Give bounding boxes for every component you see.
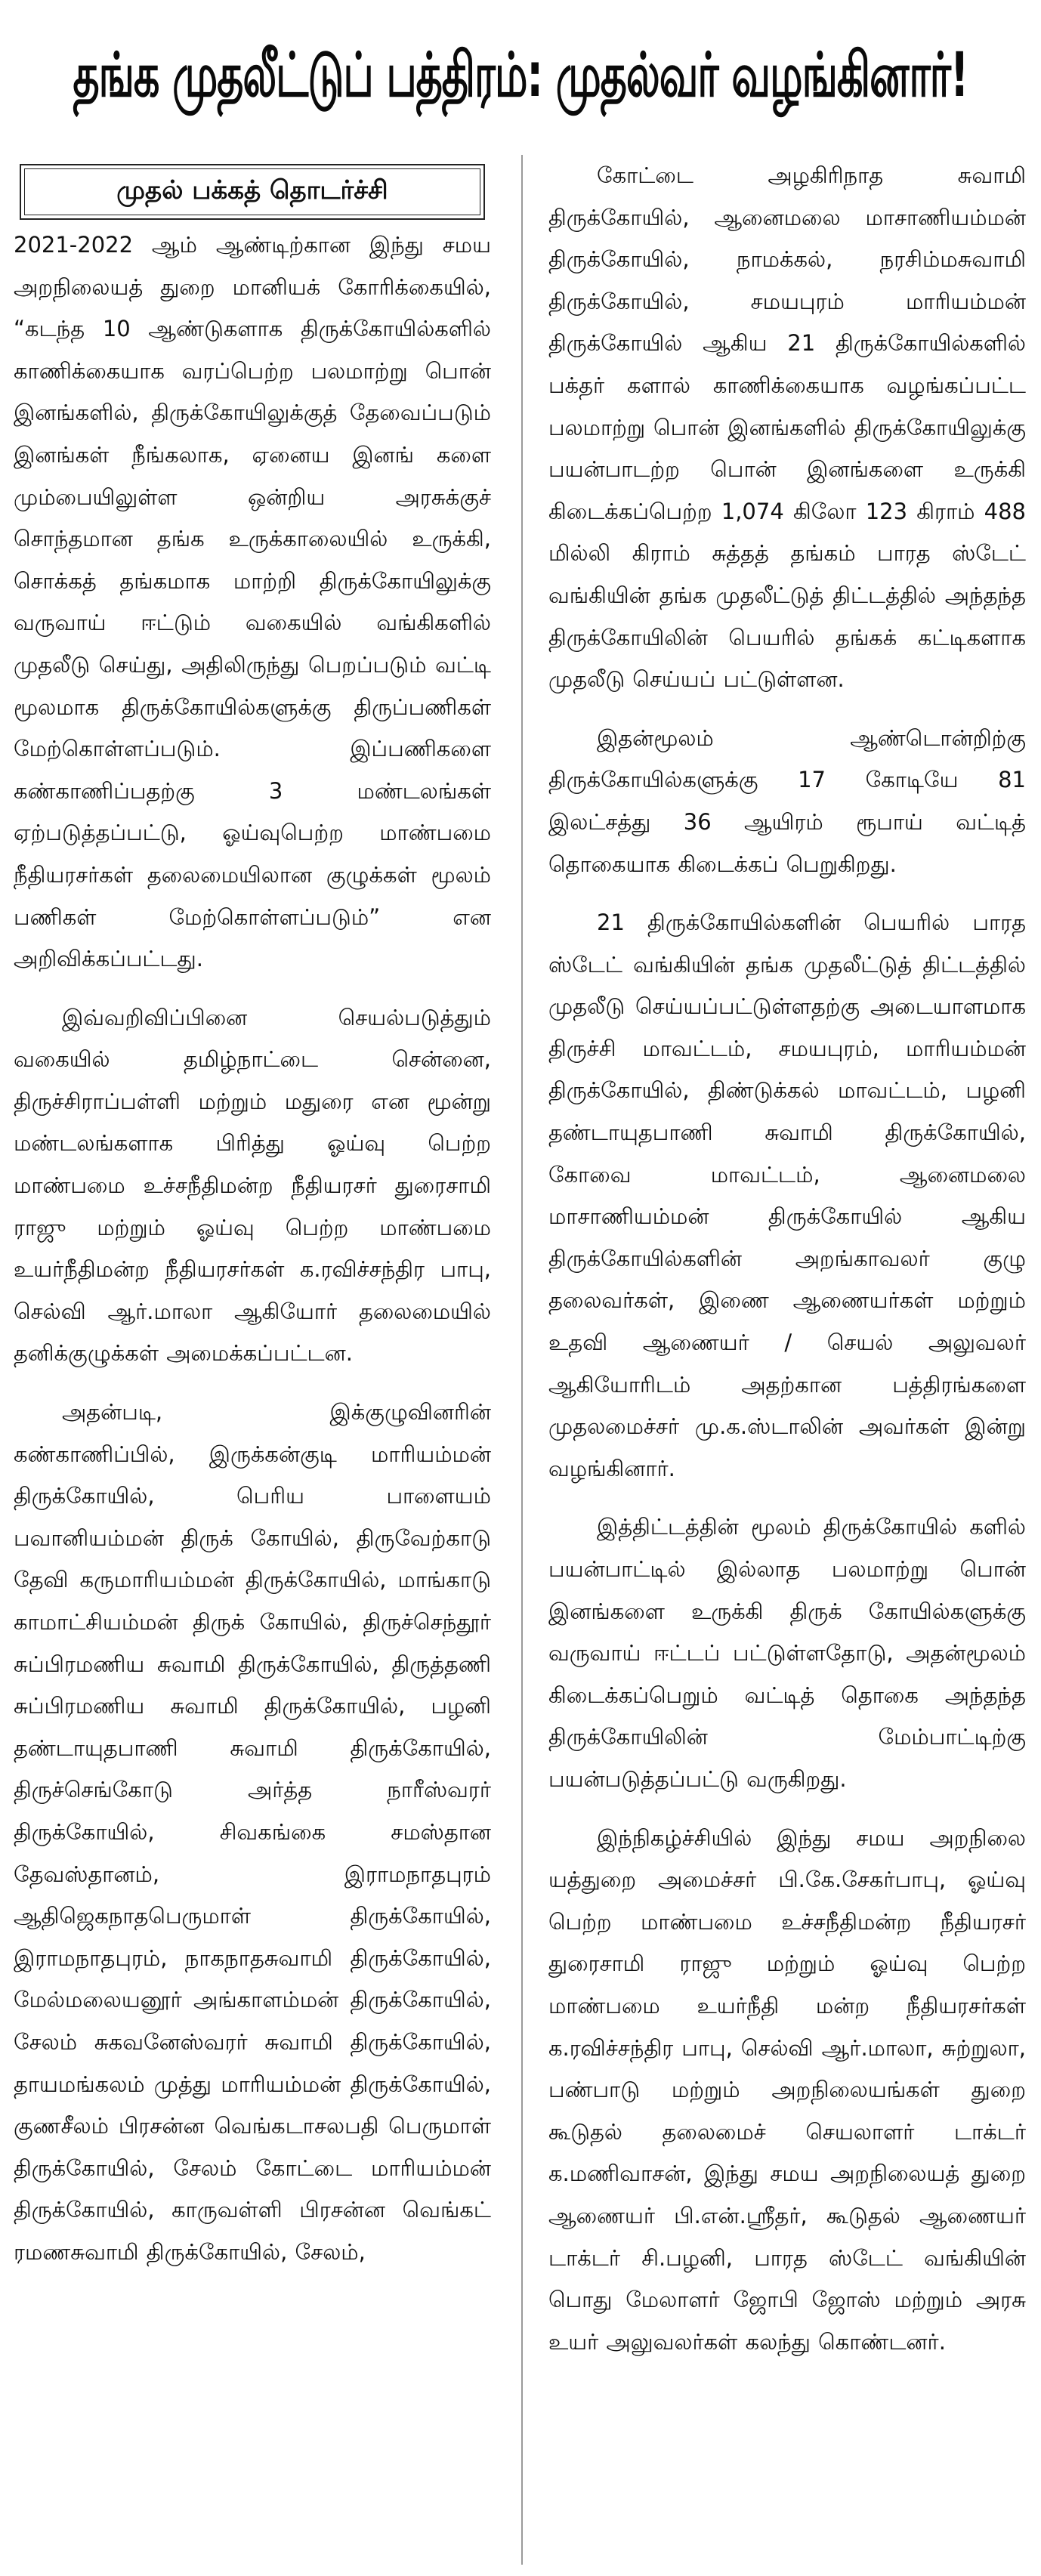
headline-text: தங்க முதலீட்டுப் பத்திரம்: முதல்வர் வழங்கினார்! — [73, 39, 968, 111]
article-paragraph: அதன்படி, இக்குழுவினரின் கண்காணிப்பில், இருக்கன்குடி மாரியம்மன் திருக்கோயில், பெரிய பாளையம் பவானியம்மன் திருக் கோயில், திருவேற்காடு தேவி கருமாரியம்மன் திருக்கோயில், மாங்காடு காமாட்சியம்மன் திருக் கோயில், திருச்செந்தூர் சுப்பிரமணிய சுவாமி திருக்கோயில், திருத்தணி சுப்பிரமணிய சுவாமி திருக்கோயில், பழனி தண்டாயுதபாணி சுவாமி திருக்கோயில், திருச்செங்கோடு அர்த்த நாரீஸ்வரர் திருக்கோயில், சிவகங்கை சமஸ்தான தேவஸ்தானம், இராமநாதபுரம் ஆதிஜெகநாதபெருமாள் திருக்கோயில், இராமநாதபுரம், நாகநாதசுவாமி திருக்கோயில், மேல்மலையனூர் அங்காளம்மன் திருக்கோயில், சேலம் சுகவனேஸ்வரர் சுவாமி திருக்கோயில், தாயமங்கலம் முத்து மாரியம்மன் திருக்கோயில், குணசீலம் பிரசன்ன வெங்கடாசலபதி பெருமாள் திருக்கோயில், சேலம் கோட்டை மாரியம்மன் திருக்கோயில், காருவள்ளி பிரசன்ன வெங்கட் ரமணசுவாமி திருக்கோயில், சேலம், — [14, 1399, 491, 2265]
article-paragraph: 2021-2022 ஆம் ஆண்டிற்கான இந்து சமய அறநிலையத் துறை மானியக் கோரிக்கையில், “கடந்த 10 ஆண்டுகளாக திருக்கோயில்களில் காணிக்கையாக வரப்பெற்ற பலமாற்று பொன் இனங்களில், திருக்கோயிலுக்குத் தேவைப்படும் இனங்கள் நீங்கலாக, ஏனைய இனங் களை மும்பையிலுள்ள ஒன்றிய அரசுக்குச் சொந்தமான தங்க உருக்காலையில் உருக்கி, சொக்கத் தங்கமாக மாற்றி திருக்கோயிலுக்கு வருவாய் ஈட்டும் வகையில் வங்கிகளில் முதலீடு செய்து, அதிலிருந்து பெறப்படும் வட்டி மூலமாக திருக்கோயில்களுக்கு திருப்பணிகள் மேற்கொள்ளப்படும். இப்பணிகளை கண்காணிப்பதற்கு 3 மண்டலங்கள் ஏற்படுத்தப்பட்டு, ஓய்வுபெற்ற மாண்பமை நீதியரசர்கள் தலைமையிலான குழுக்கள் மூலம் பணிகள் மேற்கொள்ளப்படும்” என அறிவிக்கப்பட்டது. — [14, 232, 491, 972]
article-paragraph: இந்நிகழ்ச்சியில் இந்து சமய அறநிலை யத்துறை அமைச்சர் பி.கே.சேகர்பாபு, ஓய்வு பெற்ற மாண்பமை உச்சநீதிமன்ற நீதியரசர் துரைசாமி ராஜு மற்றும் ஓய்வு பெற்ற மாண்பமை உயர்நீதி மன்ற நீதியரசர்கள் க.ரவிச்சந்திர பாபு, செல்வி ஆர்.மாலா, சுற்றுலா, பண்பாடு மற்றும் அறநிலையங்கள் துறை கூடுதல் தலைமைச் செயலாளர் டாக்டர் க.மணிவாசன், இந்து சமய அறநிலையத் துறை ஆணையர் பி.என்.ஸ்ரீதர், கூடுதல் ஆணையர் டாக்டர் சி.பழனி, பாரத ஸ்டேட் வங்கியின் பொது மேலாளர் ஜோபி ஜோஸ் மற்றும் அரசு உயர் அலுவலர்கள் கலந்து கொண்டனர். — [548, 1824, 1026, 2355]
left-column — [14, 155, 491, 2565]
article-paragraph: 21 திருக்கோயில்களின் பெயரில் பாரத ஸ்டேட் வங்கியின் தங்க முதலீட்டுத் திட்டத்தில் முதலீடு செய்யப்பட்டுள்ளதற்கு அடையாளமாக திருச்சி மாவட்டம், சமயபுரம், மாரியம்மன் திருக்கோயில், திண்டுக்கல் மாவட்டம், பழனி தண்டாயுதபாணி சுவாமி திருக்கோயில், கோவை மாவட்டம், ஆனைமலை மாசாணியம்மன் திருக்கோயில் ஆகிய திருக்கோயில்களின் அறங்காவலர் குழு தலைவர்கள், இணை ஆணையர்கள் மற்றும் உதவி ஆணையர் / செயல் அலுவலர் ஆகியோரிடம் அதற்கான பத்திரங்களை முதலமைச்சர் மு.க.ஸ்டாலின் அவர்கள் இன்று வழங்கினார். — [548, 910, 1026, 1481]
article-paragraph: கோட்டை அழகிரிநாத சுவாமி திருக்கோயில், ஆனைமலை மாசாணியம்மன் திருக்கோயில், நாமக்கல், நரசிம்மசுவாமி திருக்கோயில், சமயபுரம் மாரியம்மன் திருக்கோயில் ஆகிய 21 திருக்கோயில்களில் பக்தர் களால் காணிக்கையாக வழங்கப்பட்ட பலமாற்று பொன் இனங்களில் திருக்கோயிலுக்கு பயன்பாடற்ற பொன் இனங்களை உருக்கி கிடைக்கப்பெற்ற 1,074 கிலோ 123 கிராம் 488 மில்லி கிராம் சுத்தத் தங்கம் பாரத ஸ்டேட் வங்கியின் தங்க முதலீட்டுத் திட்டத்தில் அந்தந்த திருக்கோயிலின் பெயரில் தங்கக் கட்டிகளாக முதலீடு செய்யப் பட்டுள்ளன. — [548, 162, 1026, 693]
article-paragraph: இவ்வறிவிப்பினை செயல்படுத்தும் வகையில் தமிழ்நாட்டை சென்னை, திருச்சிராப்பள்ளி மற்றும் மதுரை என மூன்று மண்டலங்களாக பிரித்து ஓய்வு பெற்ற மாண்பமை உச்சநீதிமன்ற நீதியரசர் துரைசாமி ராஜு மற்றும் ஓய்வு பெற்ற மாண்பமை உயர்நீதிமன்ற நீதியரசர்கள் க.ரவிச்சந்திர பாபு, செல்வி ஆர்.மாலா ஆகியோர் தலைமையில் தனிக்குழுக்கள் அமைக்கப்பட்டன. — [14, 1004, 491, 1367]
article-paragraph: இத்திட்டத்தின் மூலம் திருக்கோயில் களில் பயன்பாட்டில் இல்லாத பலமாற்று பொன் இனங்களை உருக்கி திருக் கோயில்களுக்கு வருவாய் ஈட்டப் பட்டுள்ளதோடு, அதன்மூலம் கிடைக்கப்பெறும் வட்டித் தொகை அந்தந்த திருக்கோயிலின் மேம்பாட்டிற்கு பயன்படுத்தப்பட்டு வருகிறது. — [548, 1514, 1026, 1792]
column-divider — [521, 155, 523, 2565]
article-paragraph: இதன்மூலம் ஆண்டொன்றிற்கு திருக்கோயில்களுக்கு 17 கோடியே 81 இலட்சத்து 36 ஆயிரம் ரூபாய் வட்டித் தொகையாக கிடைக்கப் பெறுகிறது. — [548, 724, 1026, 877]
section-label-box — [20, 164, 485, 220]
section-label: முதல் பக்கத் தொடர்ச்சி — [24, 168, 480, 215]
right-column — [548, 155, 1026, 2565]
headline — [0, 0, 1041, 151]
